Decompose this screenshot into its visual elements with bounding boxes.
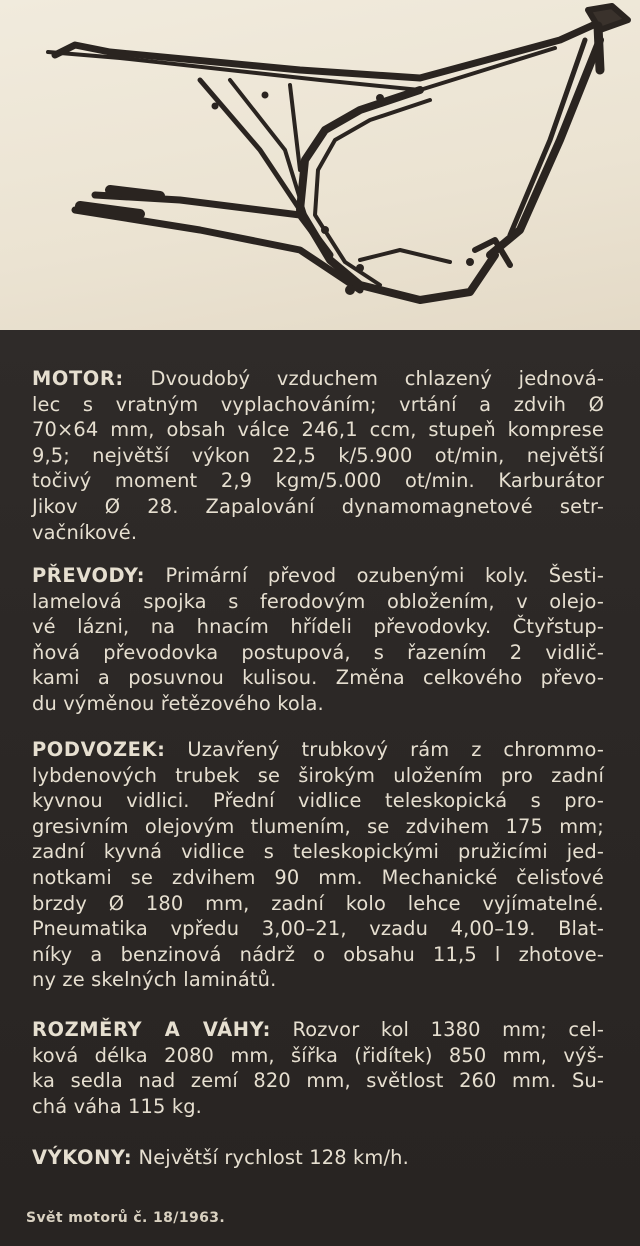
section-label-vykony: VÝKONY: [32, 1146, 133, 1169]
podvozek-line: ny ze skelných laminátů. [32, 968, 277, 992]
section-podvozek [32, 737, 604, 993]
motor-line: lec s vratným vyplachováním; vrtání a zdvih Ø [32, 392, 604, 416]
section-motor [32, 366, 604, 545]
motor-line: točivý moment 2,9 kgm/5.000 ot/min. Karburátor [32, 469, 604, 493]
motorcycle-frame-photo [0, 0, 640, 330]
podvozek-line: kyvnou vidlici. Přední vidlice teleskopická s pro- [32, 789, 604, 813]
motor-line: vačníkové. [32, 520, 138, 544]
podvozek-line: níky a benzinová nádrž o obsahu 11,5 l zhotove- [32, 942, 604, 966]
podvozek-line: lybdenových trubek se širokým uložením pro zadní [32, 763, 604, 787]
source-citation: Svět motorů č. 18/1963. [26, 1210, 226, 1226]
section-label-rozmery: ROZMĚRY A VÁHY: [32, 1018, 271, 1041]
motor-line: Dvoudobý vzduchem chlazený jednová- [123, 367, 604, 390]
rozmery-line: ka sedla nad zemí 820 mm, světlost 260 mm. Su- [32, 1069, 604, 1093]
motorcycle-frame-drawing [0, 0, 640, 330]
vykony-line: Největší rychlost 128 km/h. [132, 1146, 409, 1169]
podvozek-line: brzdy Ø 180 mm, zadní kolo lehce vyjímatelné. [32, 891, 604, 915]
prevody-line: vé lázni, na hnacím hřídeli převodovky. Čtyřstup- [32, 615, 604, 639]
section-label-motor: MOTOR: [32, 367, 124, 390]
section-vykony [32, 1145, 604, 1171]
rozmery-line: ková délka 2080 mm, šířka (řidítek) 850 mm, výš- [32, 1043, 604, 1067]
podvozek-line: zadní kyvná vidlice s teleskopickými pružicími jed- [32, 840, 604, 864]
section-label-prevody: PŘEVODY: [32, 564, 146, 587]
section-prevody [32, 563, 604, 717]
podvozek-line: Pneumatika vpředu 3,00–21, vzadu 4,00–19. Blat- [32, 917, 604, 941]
rozmery-line: chá váha 115 kg. [32, 1094, 202, 1118]
motor-line: Jikov Ø 28. Zapalování dynamomagnetové setr- [32, 494, 604, 518]
podvozek-line: notkami se zdvihem 90 mm. Mechanické čelisťové [32, 865, 604, 889]
podvozek-line: Uzavřený trubkový rám z chrommo- [165, 738, 604, 761]
podvozek-line: gresivním olejovým tlumením, se zdvihem 175 mm; [32, 814, 604, 838]
section-rozmery-a-vahy [32, 1017, 604, 1119]
prevody-line: lamelová spojka s ferodovým obložením, v olejo- [32, 589, 604, 613]
prevody-line: du výměnou řetězového kola. [32, 691, 324, 715]
section-label-podvozek: PODVOZEK: [32, 738, 166, 761]
motor-line: 9,5; největší výkon 22,5 k/5.900 ot/min, největší [32, 443, 604, 467]
rozmery-line: Rozvor kol 1380 mm; cel- [270, 1018, 604, 1041]
prevody-line: ňová převodovka postupová, s řazením 2 vidlič- [32, 640, 604, 664]
motor-line: 70×64 mm, obsah válce 246,1 ccm, stupeň komprese [32, 418, 604, 442]
prevody-line: kami a posuvnou kulisou. Změna celkového převo- [32, 666, 604, 690]
prevody-line: Primární převod ozubenými koly. Šesti- [145, 564, 604, 587]
